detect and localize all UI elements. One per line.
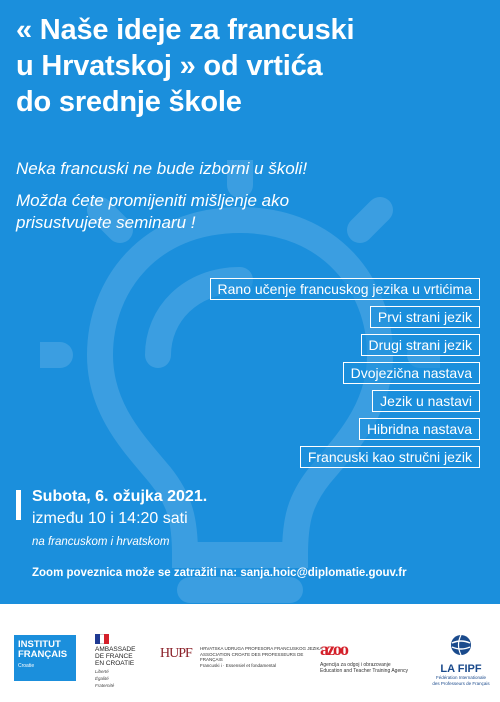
topics-list	[210, 278, 480, 468]
ambassade-line-1: AMBASSADE	[95, 646, 136, 653]
intro-line-1: Neka francuski ne bude izborni u školi!	[16, 159, 308, 178]
hupf-line-2: ASSOCIATION CROATE DES PROFESSEURS DE FRANÇAIS	[200, 651, 304, 662]
hupf-text	[200, 646, 325, 668]
intro-line-3: prisustvujete seminaru !	[16, 213, 196, 232]
ambassade-motto-3: Fraternité	[95, 683, 115, 688]
ambassade-motto-1: Liberté	[95, 669, 109, 674]
topic-item: Jezik u nastavi	[372, 390, 480, 412]
institut-francais-logo	[14, 635, 76, 681]
title-line-1: « Naše ideje za francuski	[16, 14, 355, 46]
date-accent-bar	[16, 490, 21, 520]
event-time: između 10 i 14:20 sati	[32, 510, 188, 527]
zoom-contact: Zoom poveznica može se zatražiti na: sanja.hoic@diplomatie.gouv.fr	[32, 567, 407, 579]
ambassade-motto-2: Égalité	[95, 676, 109, 681]
fipf-logo	[432, 634, 490, 686]
globe-icon	[450, 634, 472, 656]
hupf-mark: HUPF	[160, 646, 192, 661]
institut-line-2: FRANÇAIS	[18, 649, 68, 660]
topic-item: Prvi strani jezik	[370, 306, 480, 328]
fipf-mark: LA FIPF	[440, 663, 482, 675]
topic-item: Francuski kao stručni jezik	[300, 446, 480, 468]
azoo-line-2: Education and Teacher Training Agency	[320, 668, 409, 674]
topic-item: Hibridna nastava	[359, 418, 480, 440]
topic-item: Drugi strani jezik	[361, 334, 480, 356]
hupf-line-1: HRVATSKA UDRUGA PROFESORA FRANCUSKOG JEZIKA	[200, 646, 323, 651]
azoo-line-1: Agencija za odgoj i obrazovanje	[320, 662, 391, 668]
fipf-line-2: des Professeurs de Français	[432, 680, 490, 686]
title-line-2: u Hrvatskoj » od vrtića	[16, 50, 323, 82]
intro-line-2: Možda ćete promijeniti mišljenje ako	[16, 191, 290, 210]
event-details	[32, 487, 207, 549]
intro-line-2-3	[16, 190, 476, 234]
azoo-logo	[320, 639, 430, 674]
fipf-line-1: Fédération Internationale	[435, 675, 487, 680]
french-flag-icon	[95, 634, 109, 644]
poster-title	[16, 12, 486, 120]
ambassade-logo	[95, 634, 149, 688]
title-line-3: do srednje škole	[16, 86, 242, 118]
event-date: Subota, 6. ožujka 2021.	[32, 488, 208, 505]
ambassade-line-3: EN CROATIE	[95, 660, 135, 667]
ambassade-line-2: DE FRANCE	[95, 653, 133, 660]
intro-text	[16, 158, 476, 244]
hupf-line-3: Francuski i · Essensiel et fondamental	[200, 662, 277, 668]
topic-item: Rano učenje francuskog jezika u vrtićima	[210, 278, 480, 300]
azoo-mark: azoo	[320, 639, 347, 659]
topic-item: Dvojezična nastava	[343, 362, 480, 384]
institut-line-1: INSTITUT	[18, 639, 61, 650]
azoo-text	[320, 662, 430, 674]
event-languages: na francuskom i hrvatskom	[32, 536, 170, 548]
institut-line-3: Croatie	[18, 663, 35, 669]
partner-logos	[0, 604, 500, 702]
